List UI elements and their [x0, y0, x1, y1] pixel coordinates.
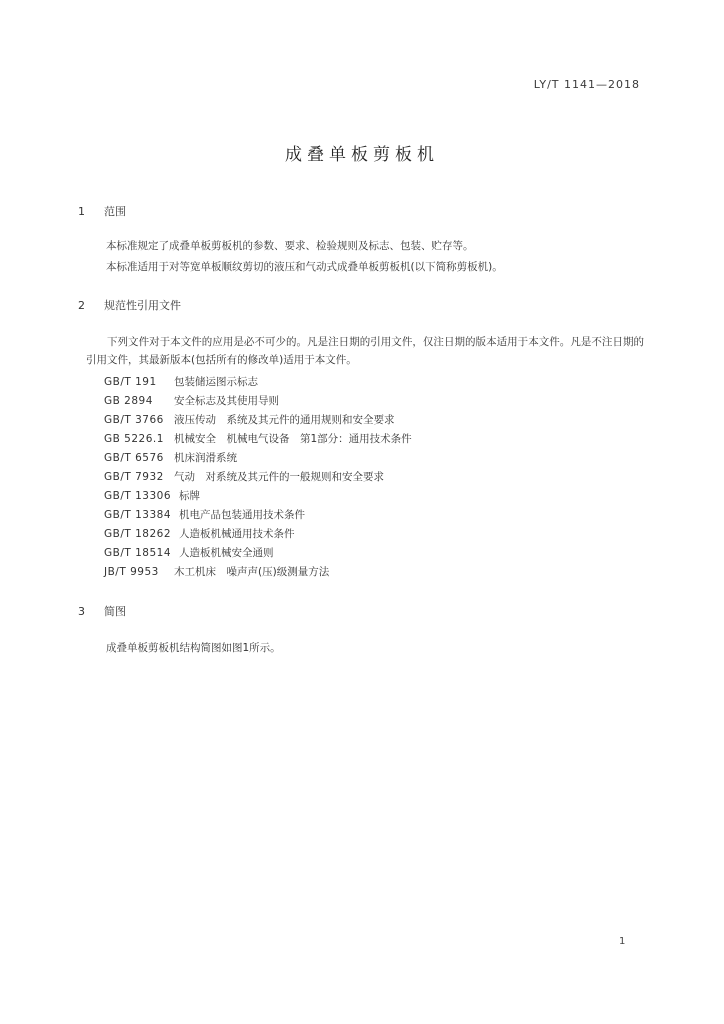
reference-title: 机械安全 机械电气设备 第1部分：通用技术条件 [174, 433, 412, 445]
reference-code: GB 2894 [104, 395, 153, 407]
section-title: 范围 [104, 205, 126, 218]
section-2-heading [78, 297, 181, 313]
reference-item [104, 507, 305, 522]
reference-item [104, 450, 237, 465]
scope-line-1: 本标准规定了成叠单板剪板机的参数、要求、检验规则及标志、包装、贮存等。 [106, 240, 474, 252]
standard-code: LY/T 1141—2018 [533, 78, 640, 91]
reference-code: GB/T 7932 [104, 471, 164, 483]
reference-item [104, 545, 274, 560]
section-3-heading [78, 603, 126, 619]
reference-title: 液压传动 系统及其元件的通用规则和安全要求 [174, 414, 395, 426]
reference-code: GB/T 191 [104, 376, 157, 388]
section-title: 规范性引用文件 [104, 299, 181, 312]
reference-code: JB/T 9953 [104, 566, 159, 578]
reference-code: GB/T 18514 [104, 547, 172, 559]
reference-code: GB/T 18262 [104, 528, 172, 540]
reference-item [104, 564, 329, 579]
reference-title: 包装储运图示标志 [174, 376, 258, 388]
section-number: 3 [78, 605, 85, 618]
section-number: 2 [78, 299, 85, 312]
reference-item [104, 393, 279, 408]
reference-item [104, 469, 384, 484]
reference-title: 气动 对系统及其元件的一般规则和安全要求 [174, 471, 384, 483]
reference-item [104, 374, 258, 389]
reference-code: GB/T 6576 [104, 452, 164, 464]
document-title: 成叠单板剪板机 [285, 145, 439, 165]
reference-item [104, 431, 412, 446]
reference-title: 人造板机械通用技术条件 [179, 528, 295, 540]
scope-line-2: 本标准适用于对等宽单板顺纹剪切的液压和气动式成叠单板剪板机(以下简称剪板机)。 [106, 261, 503, 273]
reference-title: 机床润滑系统 [174, 452, 237, 464]
reference-title: 木工机床 噪声声(压)级测量方法 [174, 566, 330, 578]
normative-intro-paragraph: 下列文件对于本文件的应用是必不可少的。凡是注日期的引用文件，仅注日期的版本适用于本文件。凡是不注日期的引用文件，其最新版本(包括所有的修改单)适用于本文件。 [86, 336, 644, 366]
reference-title: 标牌 [179, 490, 201, 502]
page-number: 1 [619, 936, 626, 947]
reference-title: 人造板机械安全通则 [179, 547, 274, 559]
section-title: 简图 [104, 605, 126, 618]
reference-title: 安全标志及其使用导则 [174, 395, 279, 407]
reference-title: 机电产品包装通用技术条件 [179, 509, 306, 521]
reference-item [104, 488, 200, 503]
section-1-heading [78, 203, 126, 219]
reference-code: GB/T 3766 [104, 414, 164, 426]
reference-item [104, 412, 395, 427]
section-number: 1 [78, 205, 85, 218]
reference-item [104, 526, 295, 541]
reference-code: GB/T 13384 [104, 509, 172, 521]
diagram-reference-text: 成叠单板剪板机结构简图如图1所示。 [106, 642, 281, 654]
reference-code: GB 5226.1 [104, 433, 164, 445]
reference-code: GB/T 13306 [104, 490, 172, 502]
